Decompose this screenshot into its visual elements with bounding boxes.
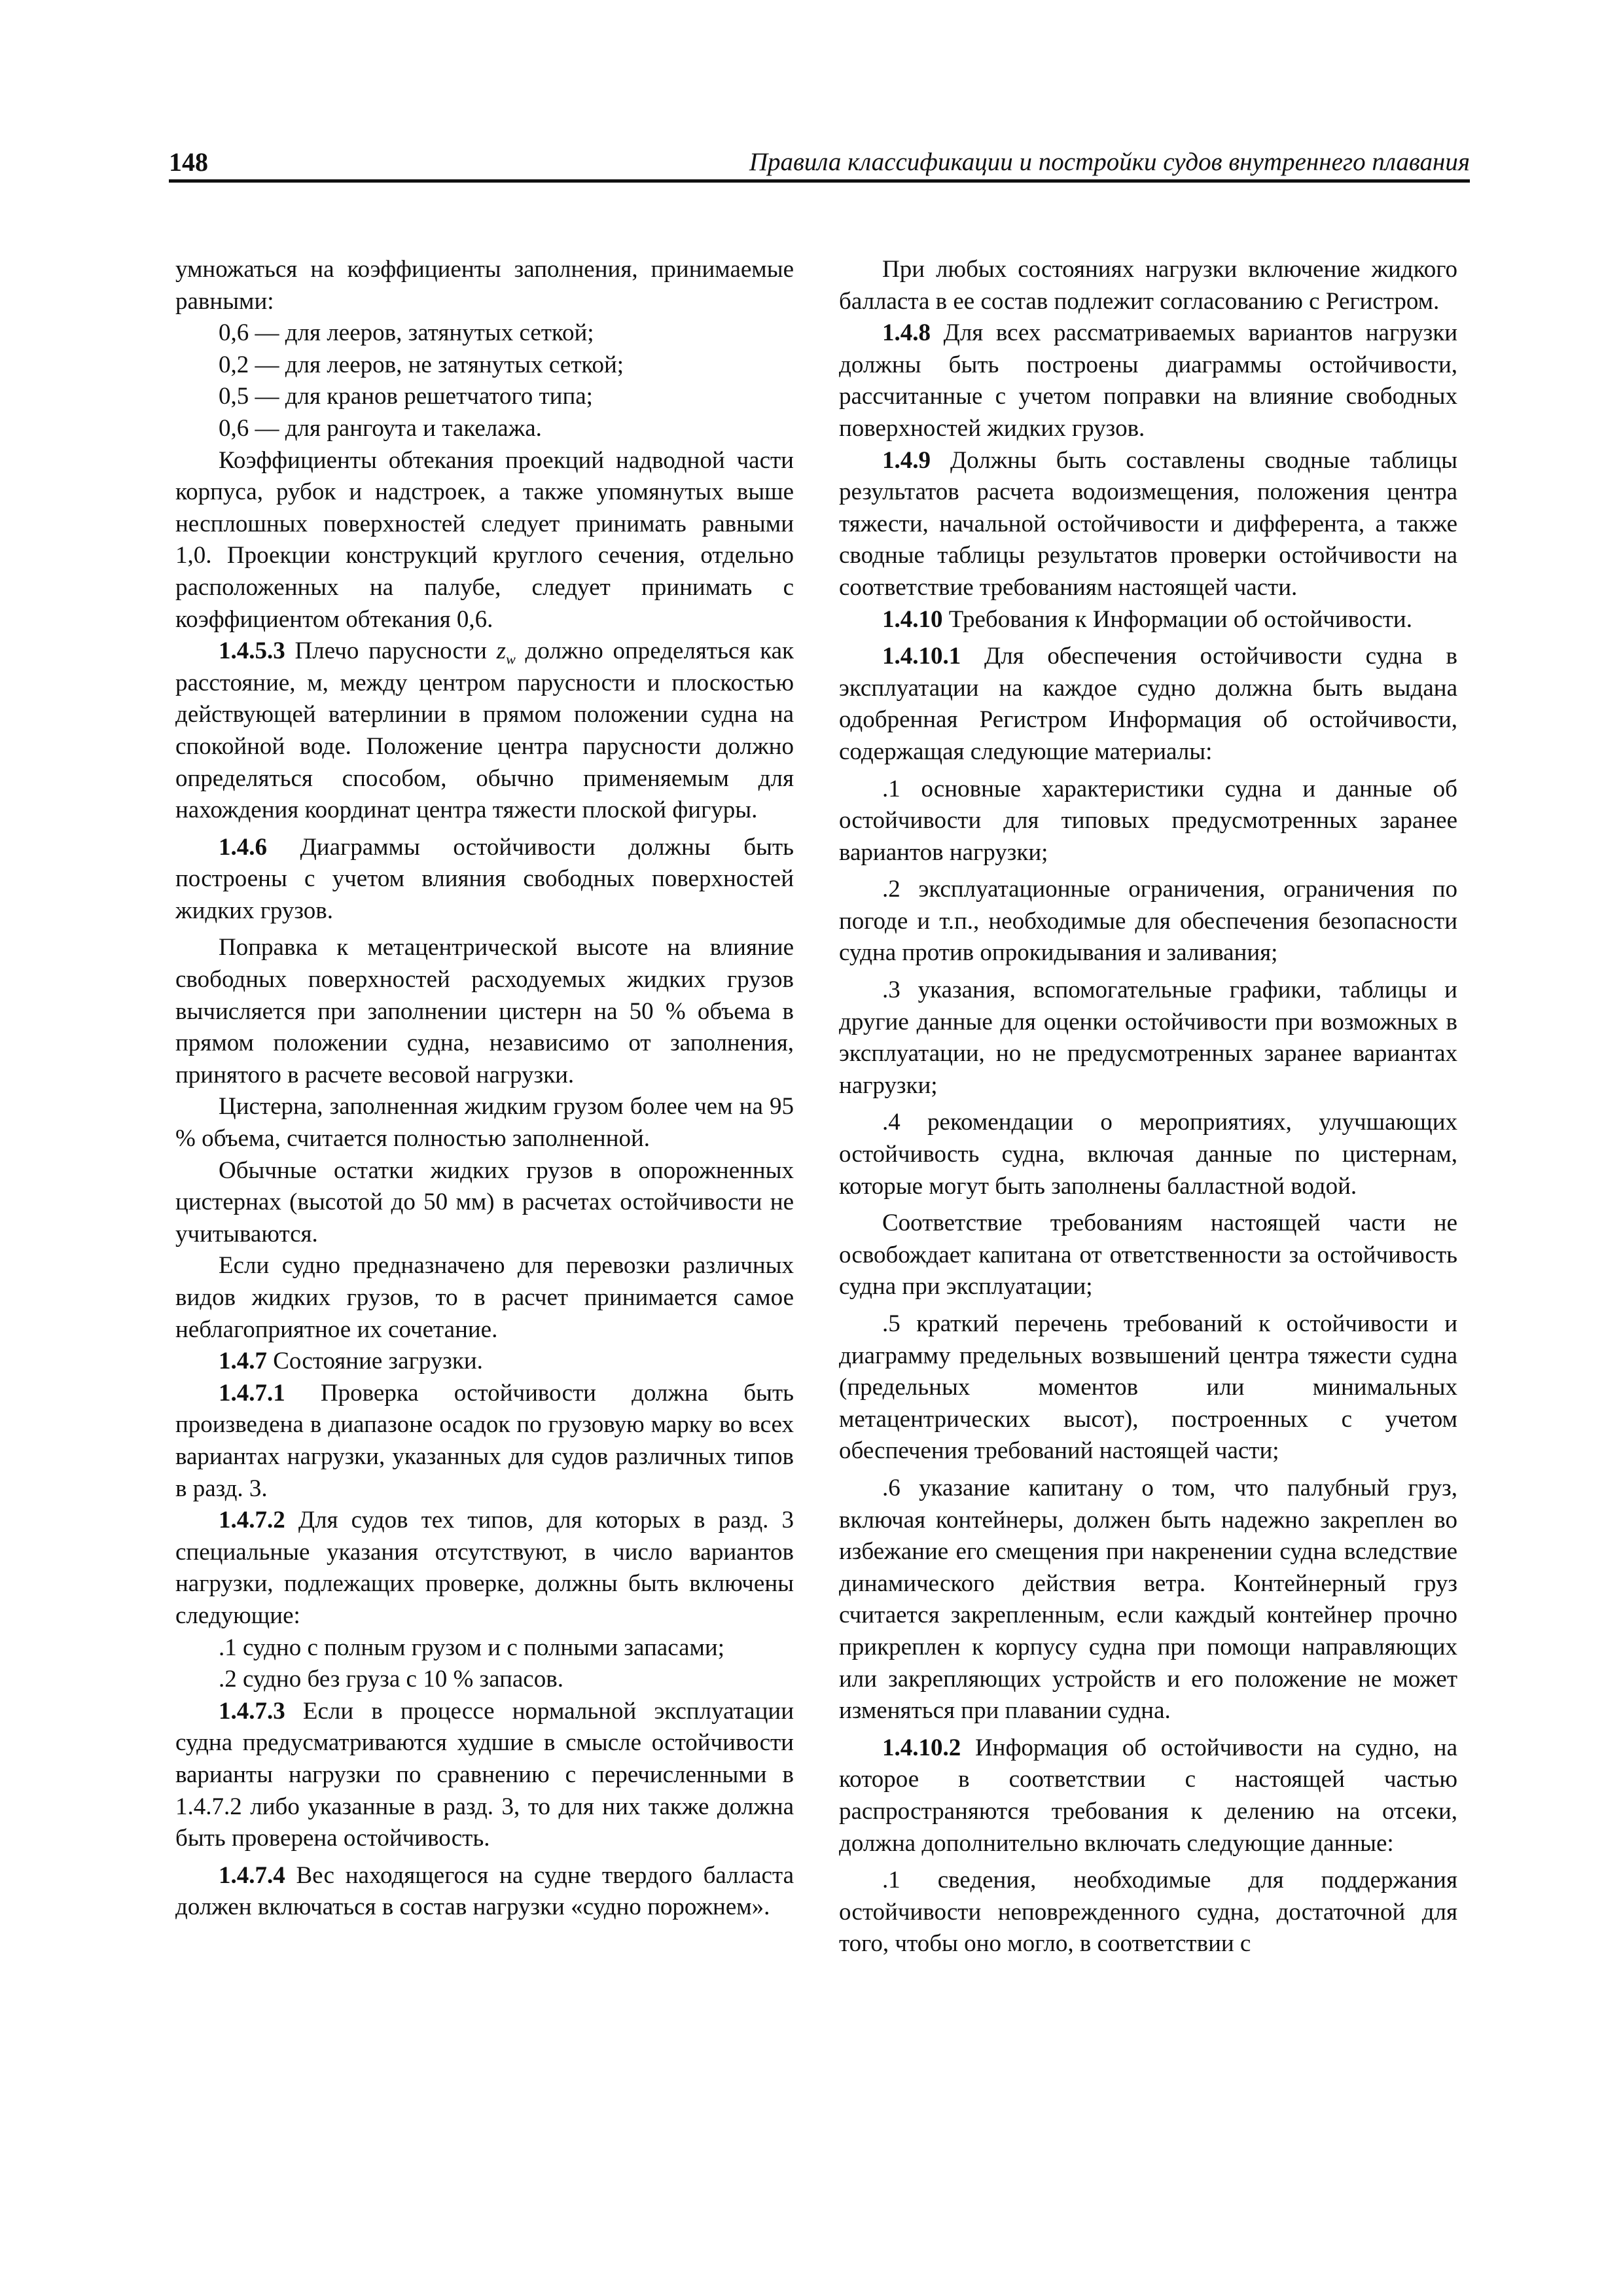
section-number: 1.4.9 bbox=[882, 446, 931, 474]
section-text: Вес находящегося на судне твердого балласта должен включаться в состав нагрузки «судно порожнем». bbox=[175, 1861, 794, 1921]
section-1-4-7 bbox=[175, 1346, 794, 1378]
section-number: 1.4.8 bbox=[882, 319, 931, 347]
paragraph: Соответствие требованиям настоящей части не освобождает капитана от ответственности за остойчивость судна при эксплуатации; bbox=[839, 1210, 1457, 1300]
section-number: 1.4.7.1 bbox=[219, 1379, 285, 1407]
section-text: Для всех рассматриваемых вариантов нагрузки должны быть построены диаграммы остойчивости, рассчитанные с учетом поправки на влияние свободных поверхностей жидких грузов. bbox=[839, 319, 1458, 442]
section-number: 1.4.10.2 bbox=[882, 1734, 961, 1761]
list-item: 0,2 — для лееров, не затянутых сеткой; bbox=[219, 351, 624, 378]
section-number: 1.4.7.4 bbox=[219, 1861, 285, 1889]
page-header bbox=[169, 145, 1470, 183]
page-number: 148 bbox=[169, 147, 208, 177]
list-item: 0,5 — для кранов решетчатого типа; bbox=[219, 383, 593, 410]
list-item: 0,6 — для рангоута и такелажа. bbox=[219, 414, 542, 442]
section-1-4-8 bbox=[839, 317, 1457, 444]
formula-variable: z bbox=[496, 637, 507, 665]
section-number: 1.4.7.3 bbox=[219, 1697, 285, 1725]
section-text: Требования к Информации об остойчивости. bbox=[948, 605, 1412, 633]
section-1-4-10-1 bbox=[839, 641, 1457, 768]
section-number: 1.4.6 bbox=[219, 833, 267, 861]
header-rule bbox=[169, 179, 1470, 183]
section-text: Должны быть составлены сводные таблицы результатов расчета водоизмещения, положения центра тяжести, начальной остойчивости и дифферента, а также сводные таблицы результатов проверки остойчивости на соответствие требованиям настоящей части. bbox=[839, 446, 1458, 601]
list-item: .5 краткий перечень требований к остойчивости и диаграмму предельных возвышений центра тяжести судна (предельных моментов или минимальных метацентрических высот), построенных с учетом обеспечения требований настоящей части; bbox=[839, 1310, 1457, 1465]
section-1-4-10 bbox=[839, 604, 1457, 636]
list-item: .1 основные характеристики судна и данные об остойчивости для типовых предусмотренных заранее вариантов нагрузки; bbox=[839, 775, 1457, 866]
section-text: Для обеспечения остойчивости судна в эксплуатации на каждое судно должна быть выдана одобренная Регистром Информация об остойчивости, содержащая следующие материалы: bbox=[839, 643, 1457, 765]
section-1-4-7-1 bbox=[175, 1378, 794, 1505]
section-1-4-10-2 bbox=[839, 1732, 1457, 1859]
section-text: Для судов тех типов, для которых в разд. 3 специальные указания отсутствуют, в число вариантов нагрузки, подлежащих проверке, должны быть включены следующие: bbox=[175, 1507, 794, 1629]
paragraph: Коэффициенты обтекания проекций надводной части корпуса, рубок и надстроек, а также упомянутых выше несплошных поверхностей следует принимать равными 1,0. Проекции конструкций круглого сечения, отдельно расположенных на палубе, следует принимать с коэффициентом обтекания 0,6. bbox=[175, 446, 794, 633]
list-item: 0,6 — для лееров, затянутых сеткой; bbox=[219, 319, 594, 347]
section-number: 1.4.10.1 bbox=[882, 643, 961, 670]
section-1-4-9 bbox=[839, 445, 1457, 604]
list-item: .1 сведения, необходимые для поддержания остойчивости неповрежденного судна, достаточной для того, чтобы оно могло, в соответствии с bbox=[839, 1867, 1457, 1958]
section-text: Если в процессе нормальной эксплуатации судна предусматриваются худшие в смысле остойчивости варианты нагрузки по сравнению с перечисленными в 1.4.7.2 либо указанные в разд. 3, то для них также должна быть проверена остойчивость. bbox=[175, 1697, 794, 1852]
list-item: .2 судно без груза с 10 % запасов. bbox=[219, 1666, 563, 1693]
paragraph: умножаться на коэффициенты заполнения, принимаемые равными: bbox=[175, 256, 794, 315]
paragraph: При любых состояниях нагрузки включение жидкого балласта в ее состав подлежит согласованию с Регистром. bbox=[839, 256, 1457, 315]
section-1-4-7-3 bbox=[175, 1696, 794, 1855]
list-item: .3 указания, вспомогательные графики, таблицы и другие данные для оценки остойчивости при возможных в эксплуатации, но не предусмотренных заранее вариантах нагрузки; bbox=[839, 977, 1457, 1099]
list-item: .4 рекомендации о мероприятиях, улучшающих остойчивость судна, включая данные по цистернам, которые могут быть заполнены балластной водой. bbox=[839, 1109, 1457, 1200]
section-text: Состояние загрузки. bbox=[273, 1348, 483, 1375]
section-text: Проверка остойчивости должна быть произведена в диапазоне осадок по грузовую марку во всех вариантах нагрузки, указанных для судов различных типов в разд. 3. bbox=[175, 1379, 794, 1502]
section-1-4-7-4 bbox=[175, 1860, 794, 1924]
left-column bbox=[175, 254, 794, 1924]
section-text: Диаграммы остойчивости должны быть построены с учетом влияния свободных поверхностей жидких грузов. bbox=[175, 833, 794, 924]
section-1-4-5-3 bbox=[175, 636, 794, 827]
section-number: 1.4.7 bbox=[219, 1348, 267, 1375]
section-number: 1.4.10 bbox=[882, 605, 943, 633]
list-item: .1 судно с полным грузом и с полными запасами; bbox=[219, 1634, 724, 1661]
list-item: .2 эксплуатационные ограничения, ограничения по погоде и т.п., необходимые для обеспечения безопасности судна против опрокидывания и заливания; bbox=[839, 876, 1457, 967]
section-number: 1.4.7.2 bbox=[219, 1507, 285, 1534]
paragraph: Цистерна, заполненная жидким грузом более чем на 95 % объема, считается полностью заполненной. bbox=[175, 1093, 794, 1153]
paragraph: Поправка к метацентрической высоте на влияние свободных поверхностей расходуемых жидких грузов вычисляется при заполнении цистерн на 50 % объема в прямом положении судна, независимо от заполнения, принятого в расчете весовой нагрузки. bbox=[175, 934, 794, 1088]
running-title: Правила классификации и постройки судов внутреннего плавания bbox=[749, 148, 1470, 176]
section-text: Информация об остойчивости на судно, на которое в соответствии с настоящей частью распространяются требования к делению на отсеки, должна дополнительно включать следующие данные: bbox=[839, 1734, 1457, 1857]
section-1-4-7-2 bbox=[175, 1505, 794, 1632]
formula-subscript: w bbox=[506, 651, 516, 668]
section-number: 1.4.5.3 bbox=[219, 637, 285, 665]
paragraph: Если судно предназначено для перевозки различных видов жидких грузов, то в расчет принимается самое неблагоприятное их сочетание. bbox=[175, 1252, 794, 1343]
right-column bbox=[839, 254, 1457, 1960]
section-1-4-6 bbox=[175, 832, 794, 927]
list-item: .6 указание капитану о том, что палубный груз, включая контейнеры, должен быть надежно закреплен во избежание его смещения при накренении судна вследствие динамического действия ветра. Контейнерный груз считается закрепленным, если каждый контейнер прочно прикреплен к корпусу судна при помощи направляющих или закрепляющих устройств и его положение не может изменяться при плавании судна. bbox=[839, 1474, 1457, 1725]
section-text: Плечо парусности bbox=[294, 637, 487, 665]
paragraph: Обычные остатки жидких грузов в опорожненных цистернах (высотой до 50 мм) в расчетах остойчивости не учитываются. bbox=[175, 1157, 794, 1247]
section-text: должно определяться как расстояние, м, между центром парусности и плоскостью действующей ватерлинии в прямом положении судна на спокойной воде. Положение центра парусности должно определяться способом, обычно применяемым для нахождения координат центра тяжести плоской фигуры. bbox=[175, 637, 794, 824]
